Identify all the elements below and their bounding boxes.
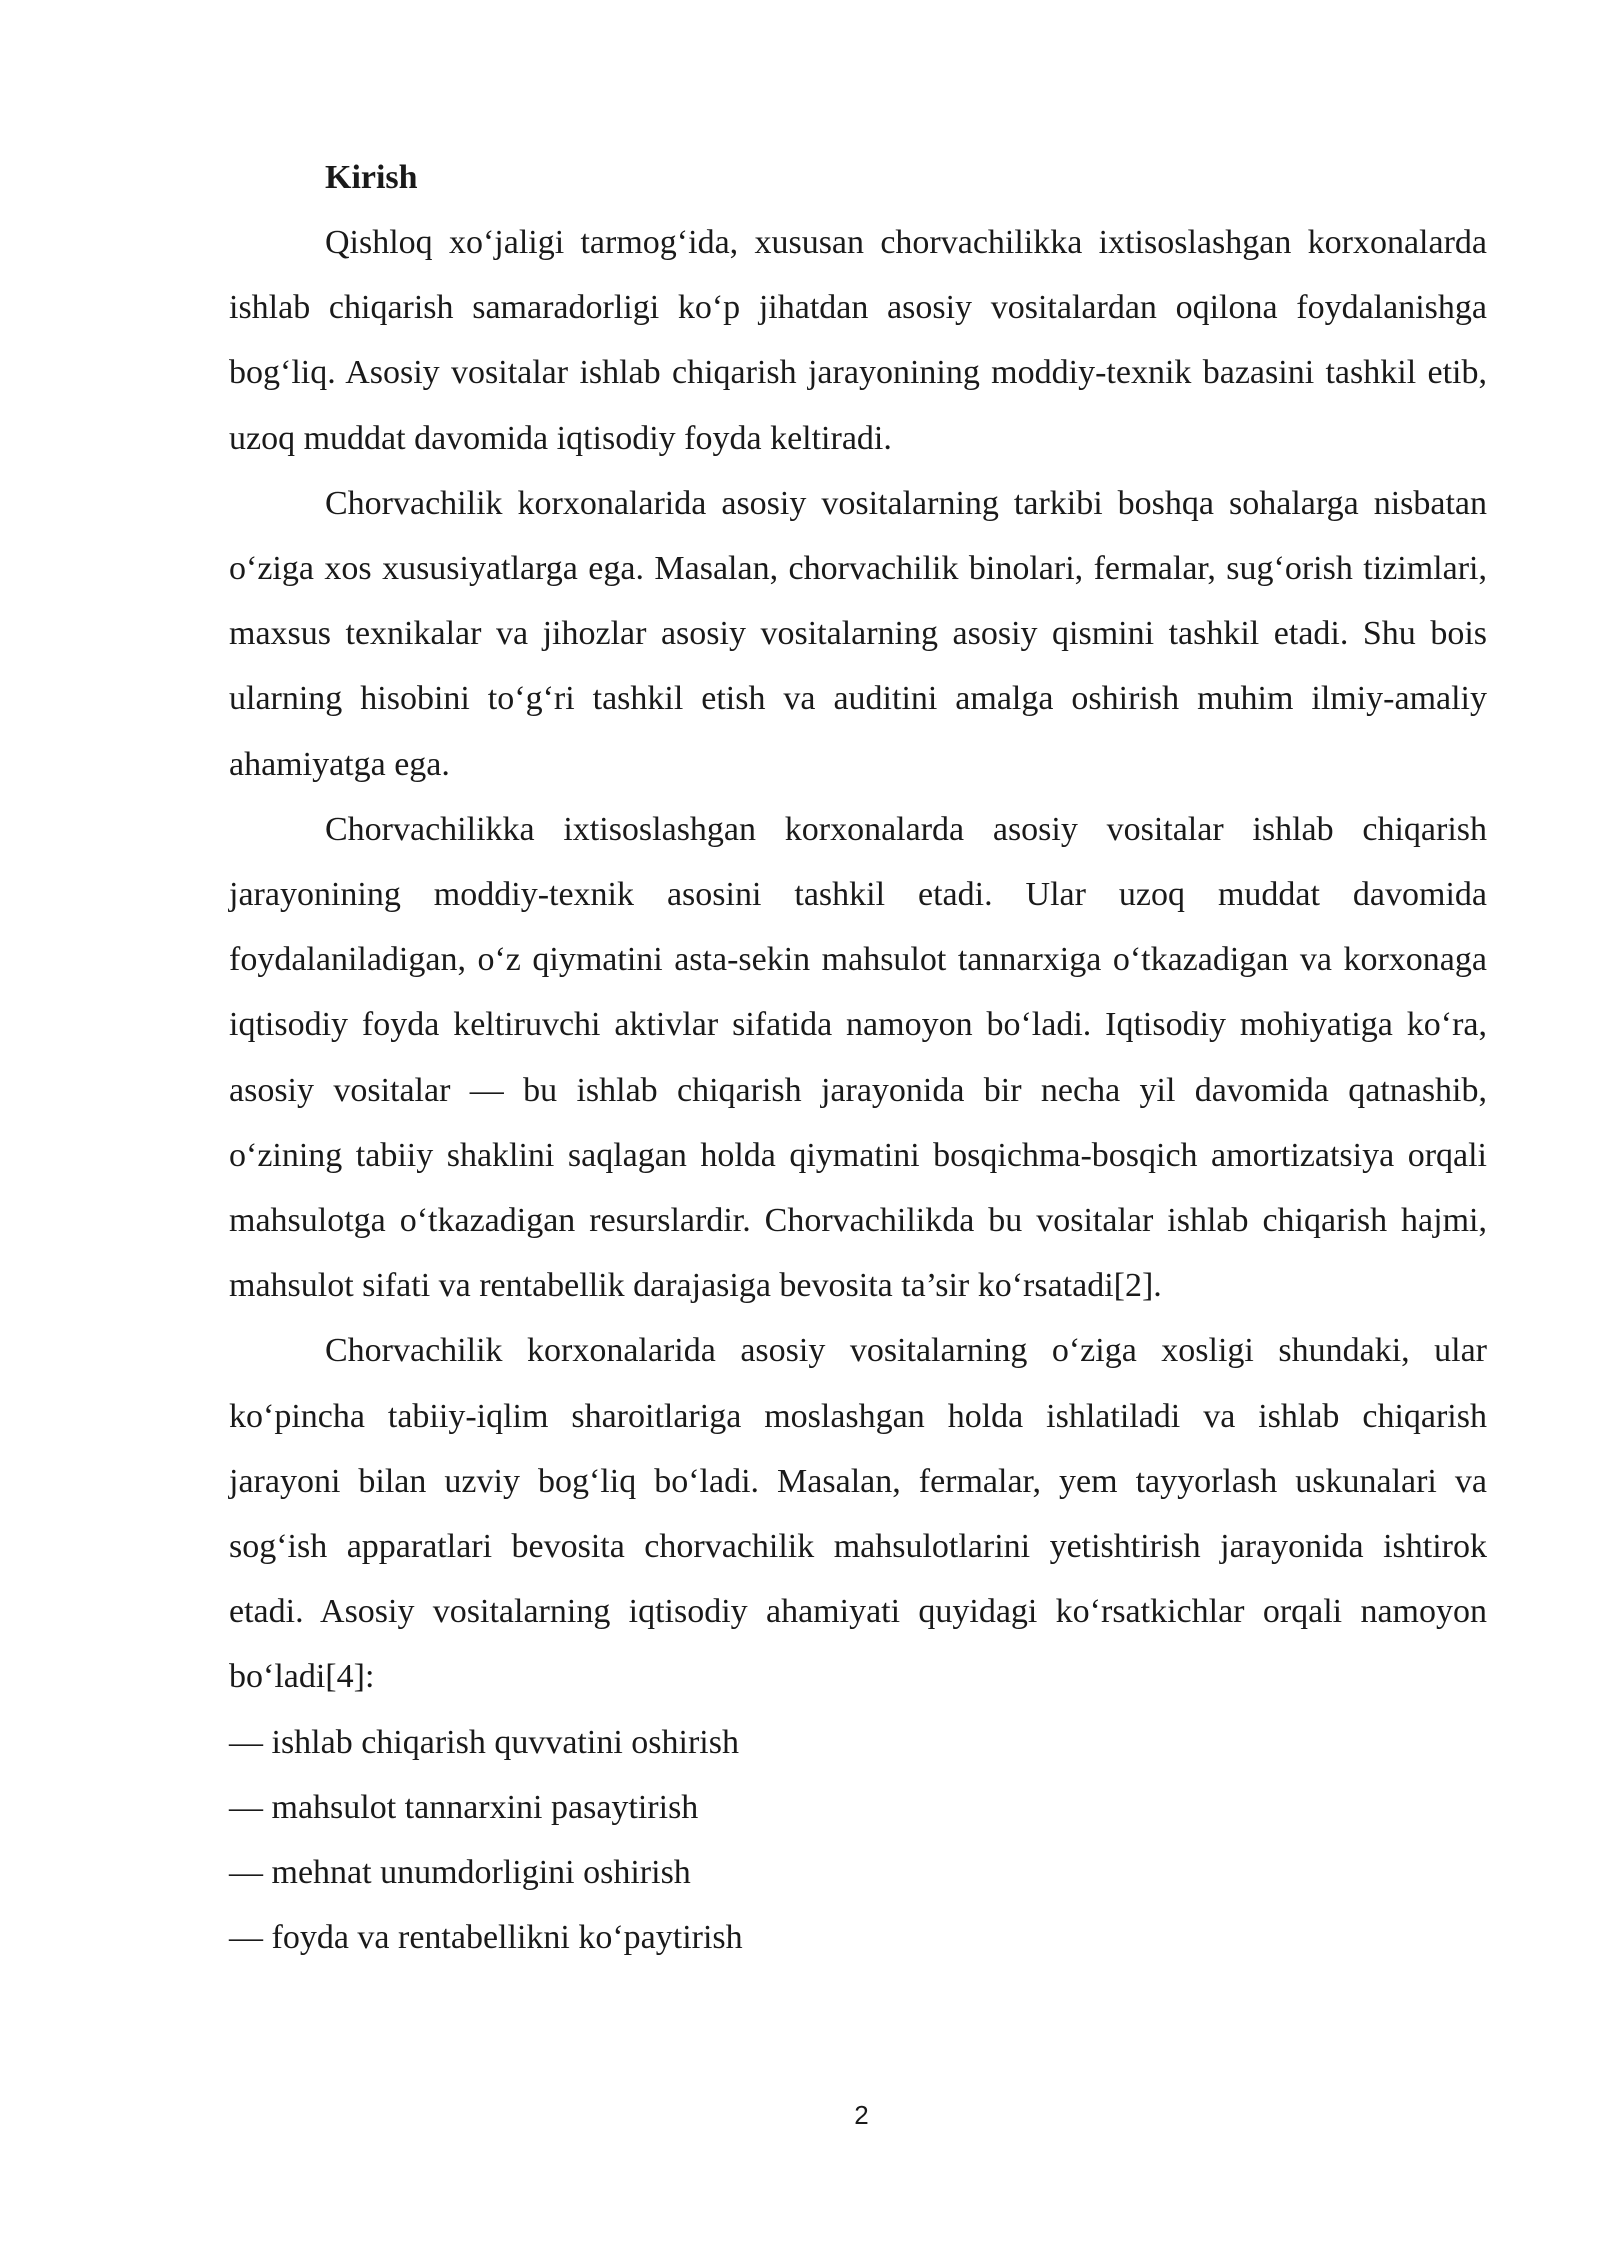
paragraph: Chorvachilik korxonalarida asosiy vositalarning o‘ziga xosligi shundaki, ular ko‘pincha tabiiy-iqlim sharoitlariga moslashgan holda ishlatiladi va ishlab chiqarish jarayoni bilan uzviy bog‘liq bo‘ladi. Masalan, fermalar, yem tayyorlash uskunalari va sog‘ish apparatlari bevosita chorvachilik mahsulotlarini yetishtirish jarayonida ishtirok etadi. Asosiy vositalarning iqtisodiy ahamiyati quyidagi ko‘rsatkichlar orqali namoyon bo‘ladi[4]: xyxy=(229,1332,1487,1696)
paragraph: Chorvachilik korxonalarida asosiy vositalarning tarkibi boshqa sohalarga nisbatan o‘ziga xos xususiyatlarga ega. Masalan, chorvachilik binolari, fermalar, sug‘orish tizimlari, maxsus texnikalar va jihozlar asosiy vositalarning asosiy qismini tashkil etadi. Shu bois ularning hisobini to‘g‘ri tashkil etish va auditini amalga oshirish muhim ilmiy-amaliy ahamiyatga ega. xyxy=(229,484,1487,783)
page-content xyxy=(229,145,1487,1970)
list-item: — mehnat unumdorligini oshirish xyxy=(229,1854,691,1892)
list-item: — ishlab chiqarish quvvatini oshirish xyxy=(229,1723,739,1761)
section-heading: Kirish xyxy=(325,159,418,196)
indicator-list xyxy=(229,1710,1487,1971)
list-item: — mahsulot tannarxini pasaytirish xyxy=(229,1788,699,1826)
list-item: — foyda va rentabellikni ko‘paytirish xyxy=(229,1919,743,1957)
paragraph: Chorvachilikka ixtisoslashgan korxonalarda asosiy vositalar ishlab chiqarish jarayonining moddiy-texnik asosini tashkil etadi. Ular uzoq muddat davomida foydalaniladigan, o‘z qiymatini asta-sekin mahsulot tannarxiga o‘tkazadigan va korxonaga iqtisodiy foyda keltiruvchi aktivlar sifatida namoyon bo‘ladi. Iqtisodiy mohiyatiga ko‘ra, asosiy vositalar — bu ishlab chiqarish jarayonida bir necha yil davomida qatnashib, o‘zining tabiiy shaklini saqlagan holda qiymatini bosqichma-bosqich amortizatsiya orqali mahsulotga o‘tkazadigan resurslardir. Chorvachilikda bu vositalar ishlab chiqarish hajmi, mahsulot sifati va rentabellik darajasiga bevosita ta’sir ko‘rsatadi[2]. xyxy=(229,810,1487,1305)
page-number: 2 xyxy=(854,2100,869,2130)
paragraph: Qishloq xo‘jaligi tarmog‘ida, xususan chorvachilikka ixtisoslashgan korxonalarda ishlab chiqarish samaradorligi ko‘p jihatdan asosiy vositalardan oqilona foydalanishga bog‘liq. Asosiy vositalar ishlab chiqarish jarayonining moddiy-texnik bazasini tashkil etib, uzoq muddat davomida iqtisodiy foyda keltiradi. xyxy=(229,224,1487,457)
